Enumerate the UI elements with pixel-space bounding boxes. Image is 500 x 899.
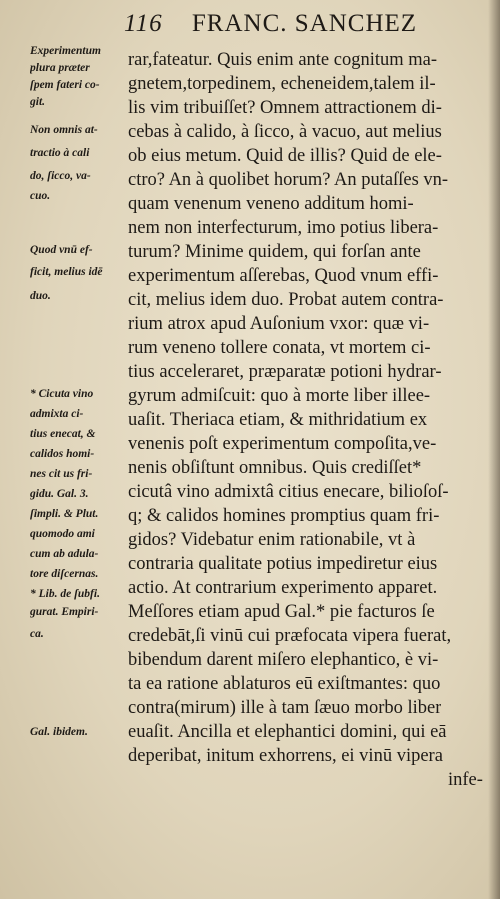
margin-note: Non omnis at- xyxy=(30,124,98,136)
page-header xyxy=(124,6,484,42)
margin-note: ficit, melius idē xyxy=(30,266,103,278)
text-line: ob eius metum. Quid de illis? Quid de ele- xyxy=(128,146,442,166)
text-line: gnetem,torpedinem, echeneidem,talem il- xyxy=(128,74,436,94)
text-line: contraria qualitate potius impediretur eius xyxy=(128,554,438,574)
text-line: experimentum aſſerebas, Quod vnum effi- xyxy=(128,266,439,286)
margin-note: calidos homi- xyxy=(30,448,95,460)
text-line: contra(mirum) ille à tam ſæuo morbo liber xyxy=(128,698,442,718)
margin-note: nes cit us fri- xyxy=(30,468,93,480)
text-line: cicutâ vino admixtâ citius enecare, bilioſoſ- xyxy=(128,482,449,502)
margin-note: Quod vnū ef- xyxy=(30,244,93,256)
margin-note: ſpem fateri co- xyxy=(30,79,100,91)
margin-note: tractio à cali xyxy=(30,147,90,159)
margin-note: gurat. Empiri- xyxy=(30,606,99,618)
text-line: ta ea ratione ablaturos eū exiſtmantes: quo xyxy=(128,674,441,694)
margin-note: tius enecat, & xyxy=(30,428,96,440)
margin-note: ſimpli. & Plut. xyxy=(30,508,99,520)
text-line: lis vim tribuiſſet? Omnem attractionem di- xyxy=(128,98,442,118)
text-line: deperibat, initum exhorrens, ei vinū vipera xyxy=(128,746,443,766)
text-line: rar,fateatur. Quis enim ante cognitum ma- xyxy=(128,50,438,70)
text-line: tius acceleraret, præparatæ potioni hydrar- xyxy=(128,362,442,382)
margin-note: admixta ci- xyxy=(30,408,84,420)
margin-note: duo. xyxy=(30,290,51,302)
text-line: ctro? An à quolibet horum? An putaſſes vn- xyxy=(128,170,449,190)
text-line: rum veneno tollere conata, vt mortem ci- xyxy=(128,338,431,358)
text-line: q; & calidos homines promptius quam fri- xyxy=(128,506,440,526)
margin-note: ca. xyxy=(30,628,44,640)
margin-note: tore diſcernas. xyxy=(30,568,99,580)
text-line: euaſit. Ancilla et elephantici domini, qui eā xyxy=(128,722,447,742)
text-line: gidos? Videbatur enim rationabile, vt à xyxy=(128,530,416,550)
text-line: venenis poſt experimentum compoſita,ve- xyxy=(128,434,437,454)
text-line: credebāt,ſi vinū cui præfocata vipera fuerat, xyxy=(128,626,452,646)
margin-note: git. xyxy=(30,96,46,108)
margin-note: Experimentum xyxy=(30,45,101,57)
page-edge-shadow xyxy=(488,0,500,899)
text-line: bibendum darent miſero elephantico, è vi- xyxy=(128,650,439,670)
text-line: nenis obſiſtunt omnibus. Quis crediſſet* xyxy=(128,458,422,478)
text-line: gyrum admiſcuit: quo à morte liber illee- xyxy=(128,386,431,406)
text-line: quam venenum veneno additum homi- xyxy=(128,194,414,214)
text-line: cit, melius idem duo. Probat autem contra- xyxy=(128,290,444,310)
text-line: turum? Minime quidem, qui forſan ante xyxy=(128,242,421,262)
text-line: rium atrox apud Auſonium vxor: quæ vi- xyxy=(128,314,430,334)
margin-note: quomodo ami xyxy=(30,528,95,540)
text-line: Meſſores etiam apud Gal.* pie facturos ſe xyxy=(128,602,435,622)
running-title: FRANC. SANCHEZ xyxy=(191,10,418,37)
text-line: actio. At contrarium experimento apparet. xyxy=(128,578,438,598)
margin-note: cuo. xyxy=(30,190,51,202)
page-number: 116 xyxy=(124,10,163,37)
margin-note: do, ſicco, va- xyxy=(30,170,91,182)
margin-note: plura præter xyxy=(30,62,90,74)
margin-note: * Lib. de ſubfi. xyxy=(30,588,100,600)
text-line: nem non interfecturum, imo potius libera- xyxy=(128,218,439,238)
margin-note: cum ab adula- xyxy=(30,548,99,560)
margin-note: Gal. ibidem. xyxy=(30,726,88,738)
text-line: uaſit. Theriaca etiam, & mithridatium ex xyxy=(128,410,428,430)
text-line: cebas à calido, à ſicco, à vacuo, aut melius xyxy=(128,122,442,142)
margin-note: * Cicuta vino xyxy=(30,388,94,400)
catchword: infe- xyxy=(448,770,483,790)
margin-note: gidu. Gal. 3. xyxy=(30,488,89,500)
